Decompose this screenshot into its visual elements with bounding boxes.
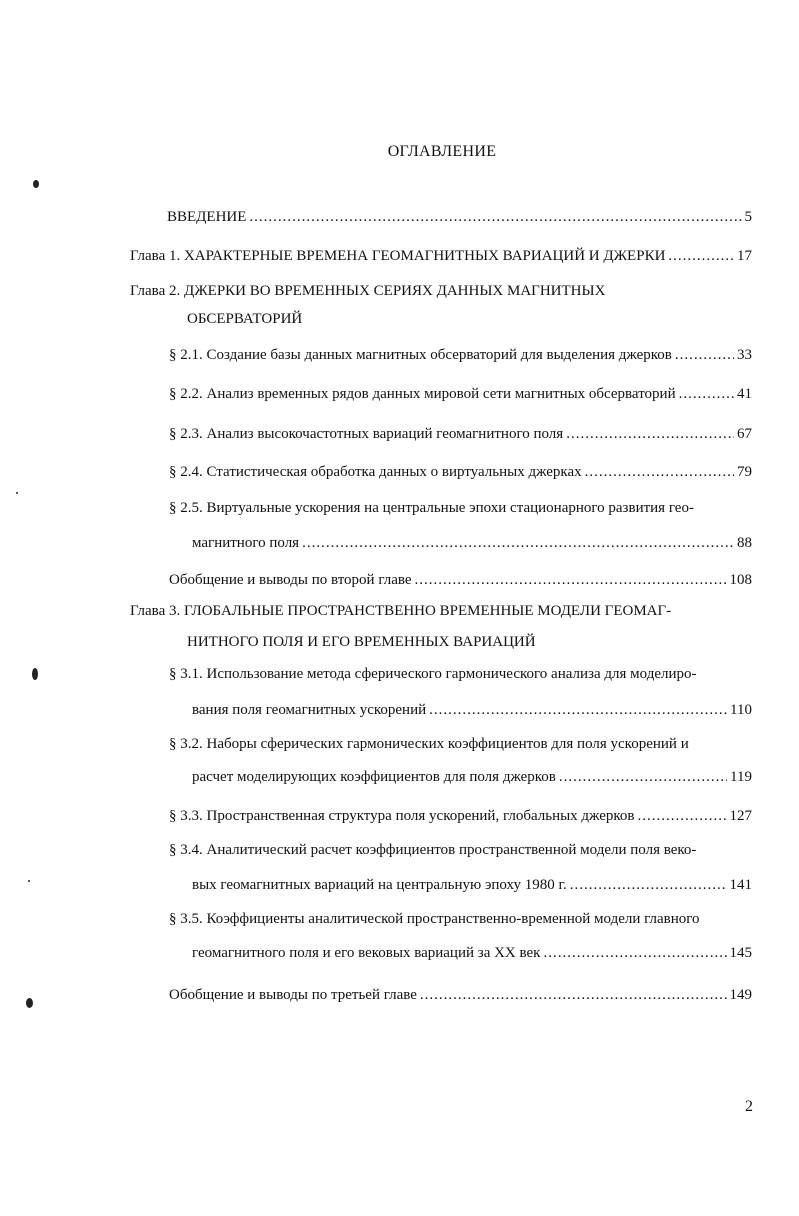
toc-entry-summary-3 (169, 985, 752, 1005)
toc-entry-page: 145 (729, 945, 752, 961)
toc-entry-text: § 2.2. Анализ временных рядов данных мировой сети магнитных обсерваторий (169, 386, 676, 402)
toc-entry-2-2 (169, 384, 752, 404)
toc-entry-text: § 2.4. Статистическая обработка данных о виртуальных джерках (169, 464, 582, 480)
toc-chapter-3-line2: НИТНОГО ПОЛЯ И ЕГО ВРЕМЕННЫХ ВАРИАЦИЙ (187, 634, 536, 650)
toc-entry-page: 88 (737, 535, 752, 551)
dot-leader (679, 384, 734, 404)
toc-entry-3-4-line1: § 3.4. Аналитический расчет коэффициентов пространственной модели поля веко- (169, 842, 697, 858)
dot-leader (570, 875, 727, 895)
toc-entry-2-1 (169, 345, 752, 365)
toc-entry-page: 127 (729, 808, 752, 824)
toc-entry-page: 119 (730, 769, 752, 785)
toc-chapter-3-line1: Глава 3. ГЛОБАЛЬНЫЕ ПРОСТРАНСТВЕННО ВРЕМЕННЫЕ МОДЕЛИ ГЕОМАГ- (130, 603, 672, 619)
toc-entry-text: расчет моделирующих коэффициентов для поля джерков (192, 769, 556, 785)
toc-entry-page: 141 (729, 877, 752, 893)
toc-entry-2-3 (169, 424, 752, 444)
toc-entry-page: 110 (730, 702, 752, 718)
toc-entry-page: 41 (737, 386, 752, 402)
dot-leader (668, 246, 734, 266)
toc-entry-3-1-line2 (192, 700, 752, 720)
toc-entry-page: 33 (737, 347, 752, 363)
toc-entry-3-3 (169, 806, 752, 826)
toc-entry-3-5-line2 (192, 943, 752, 963)
dot-leader (420, 985, 727, 1005)
toc-entry-page: 108 (729, 572, 752, 588)
dot-leader (429, 700, 727, 720)
toc-entry-page: 67 (737, 426, 752, 442)
toc-entry-3-4-line2 (192, 875, 752, 895)
toc-entry-page: 149 (729, 987, 752, 1003)
dot-leader (543, 943, 726, 963)
toc-entry-summary-2 (169, 570, 752, 590)
toc-entry-2-5-line2 (192, 533, 752, 553)
dot-leader (638, 806, 727, 826)
toc-entry-text: Обобщение и выводы по третьей главе (169, 987, 417, 1003)
toc-entry-text: ВВЕДЕНИЕ (167, 209, 247, 225)
toc-entry-chapter-1 (130, 246, 752, 266)
page-number: 2 (745, 1098, 753, 1115)
dot-leader (249, 207, 741, 227)
scan-speck (32, 668, 38, 680)
toc-entry-2-4 (169, 462, 752, 482)
scan-speck (26, 998, 33, 1008)
toc-chapter-2-line1: Глава 2. ДЖЕРКИ ВО ВРЕМЕННЫХ СЕРИЯХ ДАННЫХ МАГНИТНЫХ (130, 283, 606, 299)
toc-entry-page: 5 (744, 209, 752, 225)
toc-entry-3-2-line2 (192, 767, 752, 787)
toc-entry-text: Обобщение и выводы по второй главе (169, 572, 412, 588)
toc-entry-text: вания поля геомагнитных ускорений (192, 702, 427, 718)
scan-speck (28, 880, 30, 882)
toc-entry-page: 79 (737, 464, 752, 480)
toc-entry-text: § 2.1. Создание базы данных магнитных обсерваторий для выделения джерков (169, 347, 672, 363)
toc-heading: ОГЛАВЛЕНИЕ (387, 143, 497, 160)
toc-entry-page: 17 (737, 248, 752, 264)
dot-leader (585, 462, 734, 482)
toc-entry-text: Глава 1. ХАРАКТЕРНЫЕ ВРЕМЕНА ГЕОМАГНИТНЫХ ВАРИАЦИЙ И ДЖЕРКИ (130, 248, 666, 264)
toc-entry-text: магнитного поля (192, 535, 300, 551)
toc-entry-2-5-line1: § 2.5. Виртуальные ускорения на центральные эпохи стационарного развития гео- (169, 500, 694, 516)
dot-leader (566, 424, 734, 444)
toc-entry-text: § 3.3. Пространственная структура поля ускорений, глобальных джерков (169, 808, 635, 824)
toc-entry-3-5-line1: § 3.5. Коэффициенты аналитической пространственно-временной модели главного (169, 911, 700, 927)
dot-leader (675, 345, 734, 365)
toc-entry-introduction (167, 207, 752, 227)
toc-entry-text: геомагнитного поля и его вековых вариаций за XX век (192, 945, 541, 961)
dot-leader (302, 533, 734, 553)
toc-entry-text: § 2.3. Анализ высокочастотных вариаций геомагнитного поля (169, 426, 564, 442)
toc-entry-3-2-line1: § 3.2. Наборы сферических гармонических коэффициентов для поля ускорений и (169, 736, 689, 752)
scan-speck (16, 492, 18, 494)
scan-speck (33, 180, 39, 188)
toc-entry-text: вых геомагнитных вариаций на центральную эпоху 1980 г. (192, 877, 567, 893)
dot-leader (559, 767, 727, 787)
toc-chapter-2-line2: ОБСЕРВАТОРИЙ (187, 311, 303, 327)
toc-entry-3-1-line1: § 3.1. Использование метода сферического гармонического анализа для моделиро- (169, 666, 697, 682)
dot-leader (415, 570, 727, 590)
